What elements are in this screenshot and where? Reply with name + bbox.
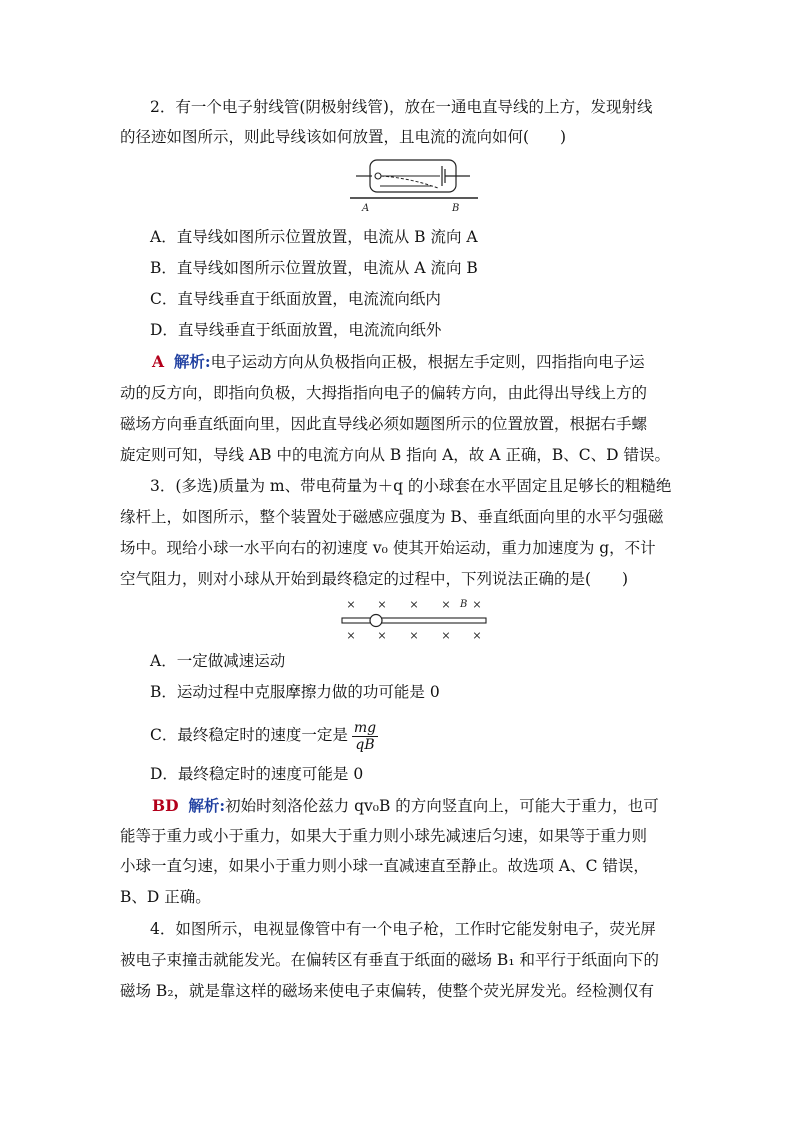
q2-analysis-line-4: 旋定则可知，导线 AB 中的电流方向从 B 指向 A，故 A 正确，B、C、D 错误。 [120,446,670,464]
svg-text:×: × [441,629,451,642]
q3-option-d: D．最终稳定时的速度可能是 0 [150,765,364,783]
q3-option-a: A．一定做减速运动 [150,652,286,670]
q2-answer: A [152,352,165,371]
q4-stem-line-3: 磁场 B₂，就是靠这样的磁场来使电子束偏转，使整个荧光屏发光。经检测仅有 [120,982,655,1000]
q3-option-c-fraction: $\frac{mg}{qB}$ [353,719,377,753]
q3-analysis-line-4: B、D 正确。 [120,888,211,906]
q3-analysis-line-1 [152,796,659,816]
svg-text:×: × [409,598,419,611]
q4-stem-line-1: 4．如图所示，电视显像管中有一个电子枪，工作时它能发射电子，荧光屏 [150,920,656,938]
q2-stem-line-1: 2．有一个电子射线管(阴极射线管)，放在一通电直导线的上方，发现射线 [150,98,653,116]
q2-analysis-line-3: 磁场方向垂直纸面向里，因此直导线必须如题图所示的位置放置，根据右手螺 [120,415,648,433]
q2-cathode-ray-tube-figure [348,158,480,214]
q2-option-c: C．直导线垂直于纸面放置，电流流向纸内 [150,290,441,308]
q2-jiexi-label: 解析: [173,352,211,371]
q3-stem-line-4: 空气阻力，则对小球从开始到最终稳定的过程中，下列说法正确的是( ) [120,570,629,588]
q2-option-d: D．直导线垂直于纸面放置，电流流向纸外 [150,321,442,339]
label-b: B [452,203,460,214]
svg-text:×: × [441,598,451,611]
q3-stem-line-3: 场中。现给小球一水平向右的初速度 v₀ 使其开始运动，重力加速度为 g，不计 [120,539,656,557]
q3-jiexi-label: 解析: [188,796,226,815]
q3-answer: BD [152,796,179,815]
q2-option-a: A．直导线如图所示位置放置，电流从 B 流向 A [150,228,478,246]
field-b-label: B [460,599,468,610]
q2-stem-line-2: 的径迹如图所示，则此导线该如何放置，且电流的流向如何( ) [120,128,567,146]
q3-stem-line-1: 3．(多选)质量为 m、带电荷量为＋q 的小球套在水平固定且足够长的粗糙绝 [150,477,672,495]
q2-analysis-line-1 [152,352,645,372]
q2-analysis-line-2: 动的反方向，即指向负极，大拇指指向电子的偏转方向，由此得出导线上方的 [120,384,648,402]
q2-analysis-text-1: 电子运动方向从负极指向正极，根据左手定则，四指指向电子运 [210,353,645,371]
label-a: A [362,203,370,214]
q4-stem-line-2: 被电子束撞击就能发光。在偏转区有垂直于纸面的磁场 B₁ 和平行于纸面向下的 [120,951,659,969]
svg-text:×: × [472,629,482,642]
q3-option-c-text: C．最终稳定时的速度一定是 [150,726,348,744]
small-ball [370,615,382,627]
q3-analysis-line-2: 能等于重力或小于重力，如果大于重力则小球先减速后匀速，如果等于重力则 [120,827,648,845]
svg-text:×: × [472,598,482,611]
q3-option-c [150,718,378,753]
q3-stem-line-2: 缘杆上，如图所示，整个装置处于磁感应强度为 B、垂直纸面向里的水平匀强磁 [120,508,664,526]
svg-text:×: × [409,629,419,642]
svg-text:×: × [346,598,356,611]
q3-option-b: B．运动过程中克服摩擦力做的功可能是 0 [150,683,440,701]
insulating-rod [342,618,486,623]
svg-text:×: × [377,598,387,611]
q3-magnetic-field-figure [336,596,492,646]
svg-text:×: × [346,629,356,642]
q3-analysis-line-3: 小球一直匀速，如果小于重力则小球一直减速直至静止。故选项 A、C 错误， [120,857,649,875]
q3-analysis-text-1: 初始时刻洛伦兹力 qv₀B 的方向竖直向上，可能大于重力，也可 [225,797,659,815]
q2-option-b: B．直导线如图所示位置放置，电流从 A 流向 B [150,259,478,277]
svg-text:×: × [377,629,387,642]
